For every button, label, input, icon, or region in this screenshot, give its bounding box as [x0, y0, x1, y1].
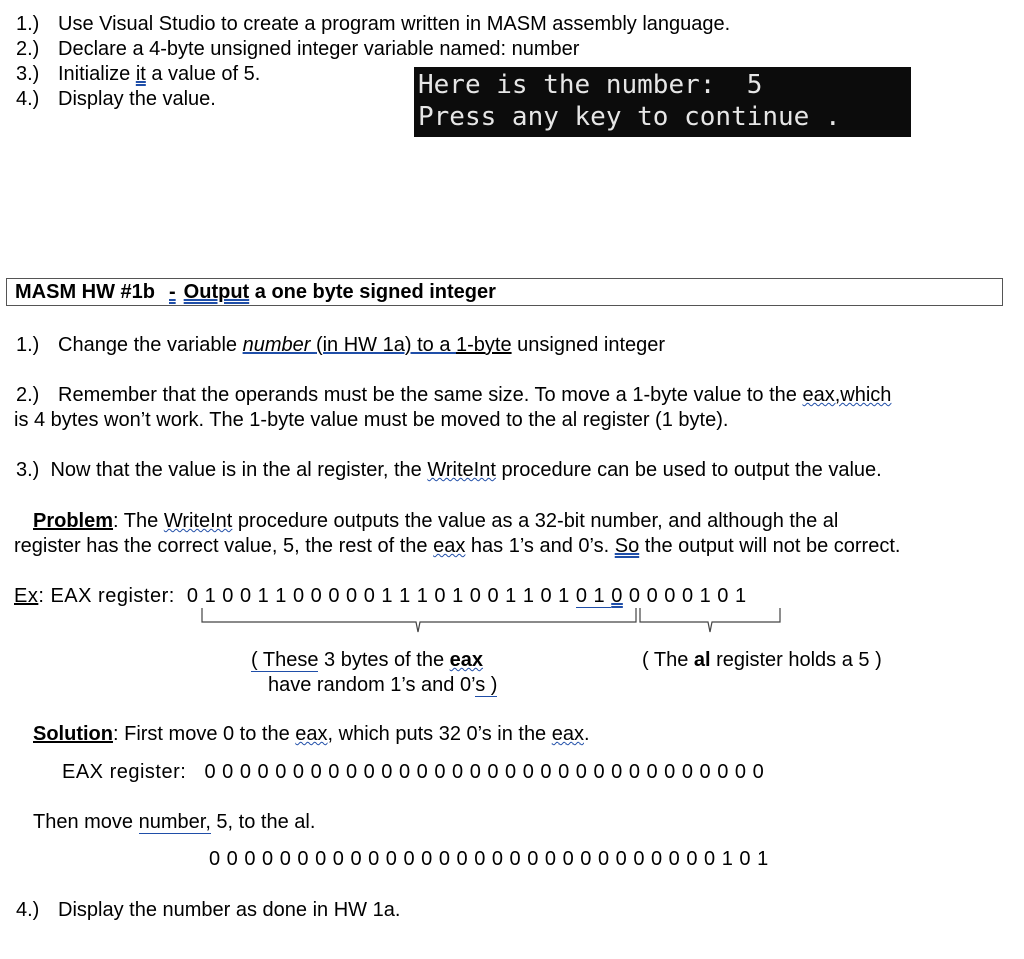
note-al: [642, 648, 882, 672]
spelling-flag: eax: [551, 723, 584, 745]
paragraph-1: [16, 333, 665, 357]
eax-bits: 0 0 0 0 1 0 1: [622, 585, 747, 607]
note-upper-bytes: [251, 648, 483, 672]
problem-line2: [14, 534, 900, 558]
text: 3 bytes of the: [318, 649, 450, 671]
solution-label: Solution: [33, 723, 113, 745]
text: al: [693, 649, 711, 671]
problem-line1: [33, 509, 838, 533]
text: EAX register:: [62, 761, 187, 783]
text: procedure can be used to output the value.: [495, 459, 882, 481]
brace-upper-bytes: [200, 606, 640, 636]
text: : EAX register:: [38, 585, 175, 607]
list-item: [16, 37, 579, 61]
console-line: Press any key to continue .: [418, 102, 841, 132]
brace-al: [638, 606, 783, 636]
solution-line: [33, 722, 590, 746]
text: Then move: [33, 811, 139, 833]
hw-label: MASM HW #1b: [15, 281, 155, 303]
text: ( These: [251, 649, 319, 671]
text: 5, to the al.: [210, 811, 316, 833]
title-dash: -: [169, 281, 176, 303]
eax-bits: 0 0 0 0 0 0 0 0 0 0 0 0 0 0 0 0 0 0 0 0 0 0 0 0 0 0 0 0 0 0 0 0: [204, 761, 765, 783]
text: : The: [113, 510, 164, 532]
then-line: [33, 810, 315, 834]
variable-name: number,: [138, 811, 211, 833]
eax-bits: 0 1: [575, 585, 612, 607]
text: Remember that the operands must be the same size. To move a 1-byte value to the: [58, 384, 803, 406]
list-number: 4.): [16, 899, 40, 921]
text: Display the number as done in HW 1a.: [58, 899, 401, 921]
list-number: 3.): [16, 459, 40, 481]
eax-bits: 0: [611, 585, 623, 607]
grammar-flag: So: [614, 535, 640, 557]
grammar-flag: it: [135, 63, 146, 85]
example-line: [14, 584, 747, 608]
paragraph-2: [16, 383, 891, 407]
spelling-flag: WriteInt: [163, 510, 233, 532]
text: .: [584, 723, 590, 745]
list-number: 2.): [16, 384, 40, 406]
list-number: 1.): [16, 13, 40, 35]
text: Change the variable: [58, 334, 243, 356]
list-item: [16, 62, 260, 86]
text: the output will not be correct.: [639, 535, 901, 557]
eax-bits: 0 1 0 0 1 1 0 0 0 0 0 1 1 1 0 1 0 0 1 1 0 1: [186, 585, 576, 607]
spelling-flag: eax: [449, 649, 484, 671]
text: , which puts 32 0’s in the: [327, 723, 552, 745]
ex-label: Ex: [14, 585, 39, 607]
text: procedure outputs the value as a 32-bit number, and although the al: [232, 510, 839, 532]
list-text: Declare a 4-byte unsigned integer variable named: number: [58, 38, 580, 60]
variable-name: number: [242, 334, 316, 356]
title-output: Output: [183, 281, 250, 303]
list-number: 4.): [16, 88, 40, 110]
text: have random 1’s and 0’: [268, 674, 476, 696]
text: : First move 0 to the: [112, 723, 296, 745]
paragraph-2-line2: is 4 bytes won’t work. The 1-byte value must be moved to the al register (1 byte).: [14, 409, 729, 431]
text: unsigned integer: [511, 334, 666, 356]
eax-zeroed: [62, 760, 764, 784]
list-number: 2.): [16, 38, 40, 60]
paragraph-3: [16, 458, 882, 482]
text: (in HW 1a) to a: [315, 334, 456, 356]
text: register holds a 5 ): [710, 649, 882, 671]
list-text: Initialize: [58, 63, 136, 85]
spelling-flag: eax: [433, 535, 466, 557]
text: Now that the value is in the al register, the: [50, 459, 428, 481]
list-number: 1.): [16, 334, 40, 356]
title-rest: a one byte signed integer: [249, 281, 496, 303]
list-number: 3.): [16, 63, 40, 85]
console-line: Here is the number: 5: [418, 70, 763, 100]
spelling-flag: eax: [295, 723, 328, 745]
problem-label: Problem: [33, 510, 114, 532]
text: has 1’s and 0’s.: [465, 535, 615, 557]
spelling-flag: eax,which: [802, 384, 892, 406]
console-output: [414, 67, 911, 137]
list-text: Display the value.: [58, 88, 216, 110]
text: register has the correct value, 5, the rest of the: [14, 535, 434, 557]
section-title: [6, 278, 1003, 306]
list-text: a value of 5.: [145, 63, 261, 85]
note-upper-bytes-line2: [268, 673, 497, 697]
list-item: [16, 87, 216, 111]
list-item: [16, 12, 730, 36]
text: s ): [475, 674, 498, 696]
eax-with-five: 0 0 0 0 0 0 0 0 0 0 0 0 0 0 0 0 0 0 0 0 0 0 0 0 0 0 0 0 0 1 0 1: [209, 848, 769, 870]
text-underlined: 1-byte: [456, 334, 512, 356]
list-text: Use Visual Studio to create a program written in MASM assembly language.: [58, 13, 731, 35]
spelling-flag: WriteInt: [427, 459, 496, 481]
text: ( The: [642, 649, 694, 671]
paragraph-4: [16, 898, 400, 922]
